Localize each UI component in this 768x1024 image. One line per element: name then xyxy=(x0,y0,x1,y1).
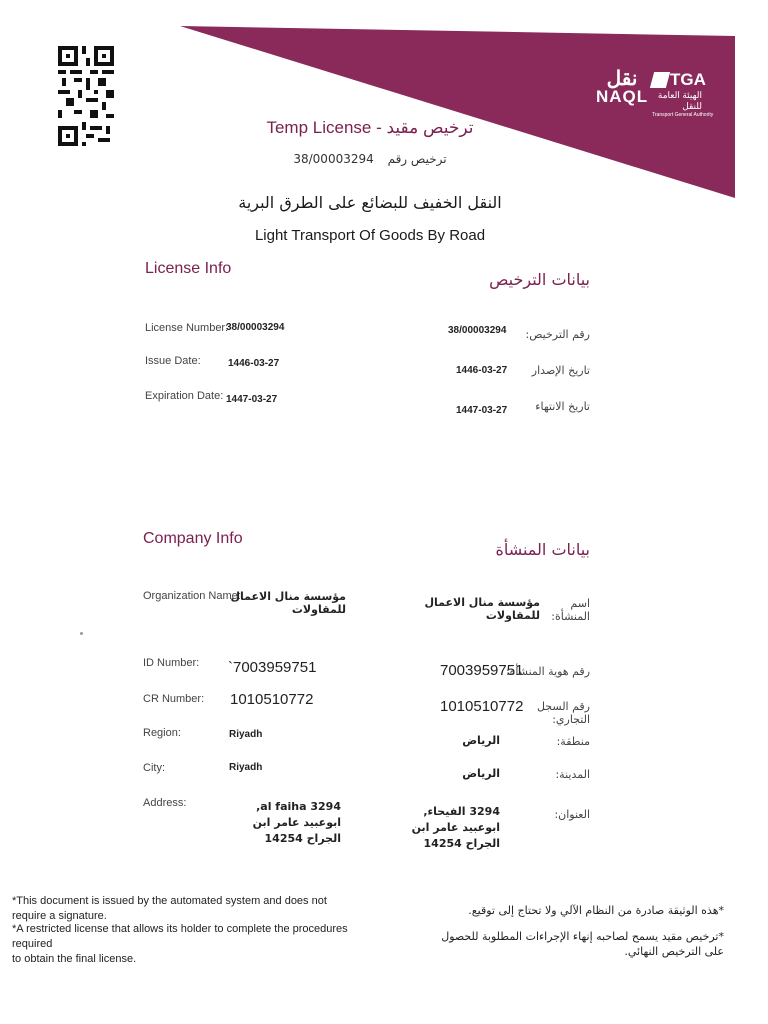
address-value-ar-line1: 3294 الفيحاء, ابوعبيد عامر ابن xyxy=(411,805,500,834)
org-name-label-ar: اسم المنشأة: xyxy=(551,597,590,623)
company-info-heading: Company Info xyxy=(143,530,243,547)
cr-number-label: CR Number: xyxy=(143,693,205,705)
expiration-date-value: 1447-03-27 xyxy=(226,394,278,405)
qr-code xyxy=(58,46,114,146)
activity-heading-en: Light Transport Of Goods By Road xyxy=(254,227,486,244)
region-label-ar: منطقة: xyxy=(556,735,590,748)
city-value-ar: الرياض xyxy=(462,767,500,780)
id-number-value: `7003959751 xyxy=(228,659,317,676)
address-value xyxy=(226,799,341,847)
issue-date-label: Issue Date: xyxy=(145,355,201,367)
tga-mark-icon xyxy=(650,72,670,88)
org-name-value-ar: مؤسسة منال الاعمال للمقاولات xyxy=(424,596,540,622)
region-value: Riyadh xyxy=(229,729,263,740)
scan-speck xyxy=(80,632,83,635)
org-name-value: مؤسسة منال الاعمال للمقاولات xyxy=(230,590,346,616)
expiration-date-label: Expiration Date: xyxy=(145,390,224,402)
address-label: Address: xyxy=(143,797,187,809)
address-value-ar-line2: الجراح 14254 xyxy=(423,837,500,850)
city-label: City: xyxy=(143,762,165,774)
license-number-value-ar: 38/00003294 xyxy=(448,325,507,336)
address-value-line2: الجراح 14254 xyxy=(264,832,341,845)
license-number-value: 38/00003294 xyxy=(226,322,285,333)
footer-note-signature: *This document is issued by the automated system and does not require a signature. xyxy=(12,895,327,922)
issue-date-label-ar: تاريخ الإصدار xyxy=(531,364,590,377)
license-info-heading: License Info xyxy=(145,260,232,277)
naql-logo-ar: نقل xyxy=(606,68,638,90)
footer-note-restricted-line2: to obtain the final license. xyxy=(12,953,137,965)
tga-logo-ar: الهيئة العامة للنقل xyxy=(657,90,702,111)
address-value-ar xyxy=(390,804,500,852)
naql-logo xyxy=(596,70,648,105)
id-number-label: ID Number: xyxy=(143,657,200,669)
footer-note-restricted-line1: *A restricted license that allows its holder to complete the procedures required xyxy=(12,923,348,950)
activity-heading-ar: النقل الخفيف للبضائع على الطرق البرية xyxy=(238,193,502,212)
footer-note-restricted xyxy=(12,922,357,967)
cr-number-label-ar: رقم السجل التجاري: xyxy=(536,700,590,726)
region-label: Region: xyxy=(143,727,181,739)
city-label-ar: المدينة: xyxy=(555,768,590,781)
license-number-label: License Number: xyxy=(145,322,229,334)
license-number-subtitle-label: ترخيص رقم xyxy=(387,152,447,166)
tga-logo xyxy=(652,70,713,119)
address-label-ar: العنوان: xyxy=(554,808,590,821)
region-value-ar: الرياض xyxy=(462,734,500,747)
address-value-line1: 3294 al faiha, ابوعبيد عامر ابن xyxy=(252,800,341,829)
cr-number-value: 1010510772 xyxy=(230,691,314,708)
license-number-label-ar: رقم الترخيص: xyxy=(525,328,590,341)
license-number-subtitle-value: 38/00003294 xyxy=(293,152,374,166)
tga-logo-en: Transport General Authority xyxy=(652,112,714,118)
cr-number-value-ar: 1010510772 xyxy=(440,698,524,715)
expiration-date-label-ar: تاريخ الانتهاء xyxy=(535,400,590,413)
document-title: Temp License - ترخيص مقيد xyxy=(266,118,474,137)
expiration-date-value-ar: 1447-03-27 xyxy=(456,405,508,416)
city-value: Riyadh xyxy=(229,762,263,773)
issue-date-value: 1446-03-27 xyxy=(228,358,280,369)
issue-date-value-ar: 1446-03-27 xyxy=(456,365,508,376)
license-info-heading-ar: بيانات الترخيص xyxy=(489,270,590,289)
naql-logo-en: NAQL xyxy=(596,87,649,106)
id-number-label-ar: رقم هوية المنشأة: xyxy=(505,665,590,678)
org-name-label: Organization Name: xyxy=(143,590,241,602)
license-number-subtitle xyxy=(200,152,540,166)
tga-logo-abbr: TGA xyxy=(670,70,706,89)
id-number-value-ar: 7003959751 xyxy=(440,662,524,679)
footer-note-signature-ar: *هذه الوثيقة صادرة من النظام الآلي ولا تحتاج إلى توقيع. xyxy=(468,904,724,917)
footer-note-restricted-ar: *ترخيص مقيد يسمح لصاحبه إنهاء الإجراءات المطلوبة للحصول على الترخيص النهائي. xyxy=(441,930,724,958)
company-info-heading-ar: بيانات المنشأة xyxy=(495,540,590,559)
